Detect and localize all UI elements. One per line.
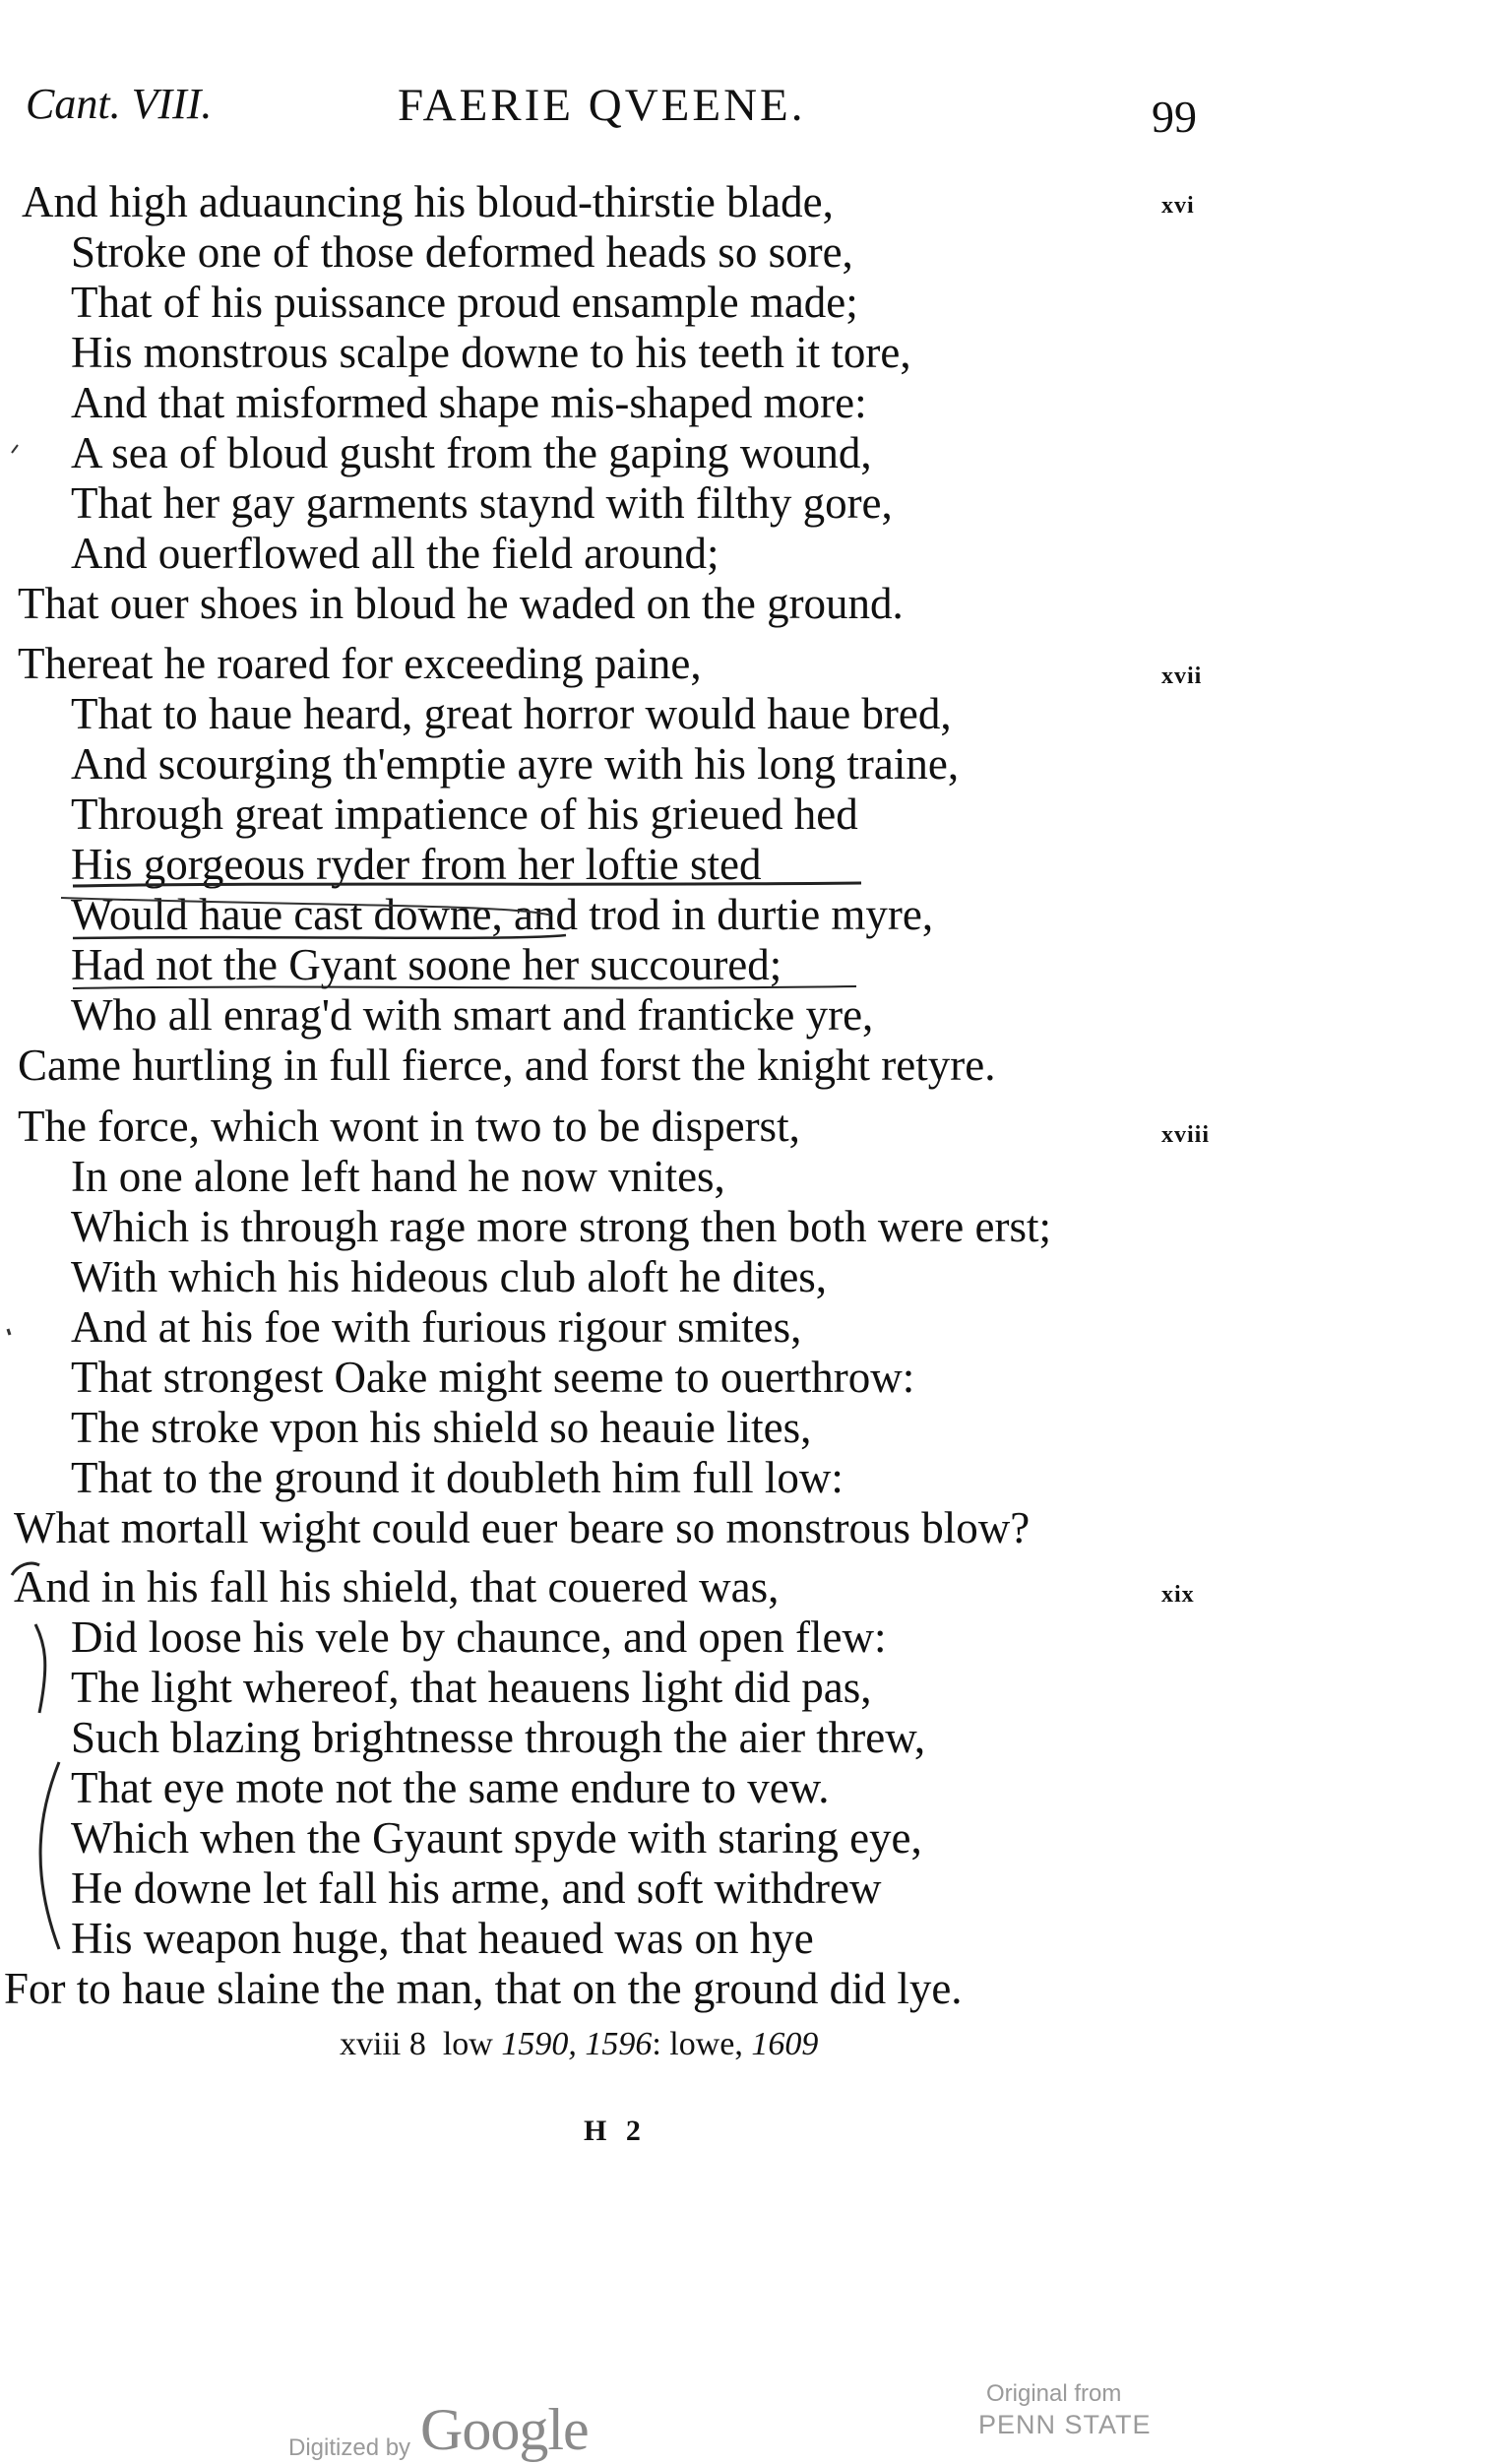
verse-line: Who all enrag'd with smart and franticke yre,: [71, 990, 874, 1040]
stanza-number: xvii: [1161, 663, 1203, 689]
verse-line: A sea of bloud gusht from the gaping wound,: [71, 428, 872, 477]
footnote-reading-1: low: [442, 2026, 493, 2062]
verse-line: That her gay garments staynd with filthy gore,: [71, 478, 893, 528]
verse-line: That ouer shoes in bloud he waded on the ground.: [18, 579, 904, 628]
verse-line: What mortall wight could euer beare so monstrous blow?: [14, 1503, 1031, 1552]
stanza-number: xviii: [1161, 1122, 1211, 1148]
verse-line: And at his foe with furious rigour smites,: [71, 1302, 802, 1352]
verse-line: That strongest Oake might seeme to ouerthrow:: [71, 1353, 915, 1402]
verse-line: He downe let fall his arme, and soft withdrew: [71, 1864, 882, 1913]
footnote-year-2: 1596: [585, 2026, 653, 2062]
verse-line: With which his hideous club aloft he dites,: [71, 1252, 828, 1301]
verse-line: Did loose his vele by chaunce, and open flew:: [71, 1612, 887, 1662]
verse-line: That to the ground it doubleth him full low:: [71, 1453, 844, 1502]
running-title: FAERIE QVEENE.: [398, 80, 806, 131]
verse-line: And that misformed shape mis-shaped more:: [71, 378, 867, 427]
verse-line: His gorgeous ryder from her loftie sted: [71, 840, 762, 889]
google-logo: Google: [420, 2397, 589, 2462]
verse-line: The light whereof, that heauens light did pas,: [71, 1663, 872, 1712]
footnote-ref: xviii 8: [340, 2026, 426, 2062]
footnote-year-1: 1590,: [501, 2026, 577, 2062]
verse-line: For to haue slaine the man, that on the ground did lye.: [4, 1964, 963, 2013]
verse-line: The force, which wont in two to be disperst,: [18, 1102, 800, 1151]
original-from-label: Original from: [986, 2380, 1122, 2407]
footnote-year-3: 1609: [751, 2026, 819, 2062]
textual-footnote: [340, 2026, 818, 2063]
verse-line: Which when the Gyaunt spyde with staring eye,: [71, 1813, 922, 1863]
verse-line: Stroke one of those deformed heads so sore,: [71, 227, 853, 277]
verse-line: Thereat he roared for exceeding paine,: [18, 639, 702, 688]
verse-line: And high aduauncing his bloud-thirstie blade,: [22, 177, 834, 226]
verse-line: His weapon huge, that heaued was on hye: [71, 1914, 814, 1963]
verse-line: Came hurtling in full fierce, and forst the knight retyre.: [18, 1041, 996, 1090]
page-number: 99: [1152, 92, 1197, 142]
institution-label: PENN STATE: [978, 2410, 1152, 2439]
stanza-number: xvi: [1161, 193, 1195, 219]
signature-mark: H 2: [584, 2115, 647, 2147]
verse-line: Through great impatience of his grieued hed: [71, 790, 858, 839]
verse-line: That eye mote not the same endure to vew.: [71, 1763, 830, 1812]
verse-line: Such blazing brightnesse through the aier threw,: [71, 1713, 926, 1762]
verse-line: His monstrous scalpe downe to his teeth it tore,: [71, 328, 911, 377]
verse-line: And in his fall his shield, that couered was,: [14, 1562, 780, 1611]
canto-label: Cant. VIII.: [26, 80, 213, 128]
verse-line: That of his puissance proud ensample made;: [71, 278, 858, 327]
digitized-label: Digitized by: [288, 2434, 411, 2461]
footnote-reading-2: lowe,: [669, 2026, 743, 2062]
verse-line: And ouerflowed all the field around;: [71, 529, 719, 578]
verse-line: The stroke vpon his shield so heauie lites,: [71, 1403, 812, 1452]
verse-line: Had not the Gyant soone her succoured;: [71, 940, 782, 989]
verse-line: That to haue heard, great horror would haue bred,: [71, 689, 952, 738]
verse-line: Would haue cast downe, and trod in durtie myre,: [71, 890, 934, 939]
stanza-number: xix: [1161, 1582, 1195, 1608]
verse-line: And scourging th'emptie ayre with his long traine,: [71, 739, 960, 789]
footnote-separator: :: [652, 2026, 661, 2062]
verse-line: Which is through rage more strong then both were erst;: [71, 1202, 1051, 1251]
verse-line: In one alone left hand he now vnites,: [71, 1152, 725, 1201]
